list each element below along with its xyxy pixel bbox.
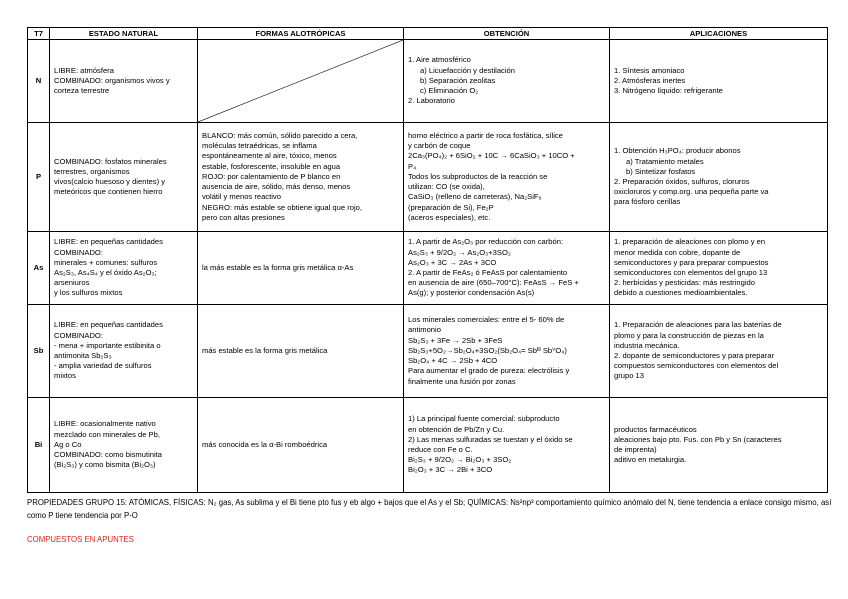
estado-natural-cell [50, 398, 198, 493]
aplicaciones-line: plomo y para la construcción de piezas en la [614, 330, 764, 340]
estado-line: LIBRE: en pequeñas cantidades [54, 237, 163, 247]
obtencion-line: (aceros especiales), etc. [408, 212, 491, 222]
obtencion-line: As₂O₃ + 3C → 2As + 3CO [408, 257, 497, 267]
obtencion-line: 2. A partir de FeAs₂ ó FeAsS por calentamiento [408, 268, 568, 277]
formas-alotropicas-cell [198, 232, 404, 305]
estado-natural-cell [50, 232, 198, 305]
obtencion-line: reduce con Fe o C. [408, 445, 473, 454]
estado-line: COMBINADO: organismos vivos y [54, 75, 170, 85]
obtencion-line: Los minerales comerciales: entre el 5- 60% de [408, 315, 565, 325]
obtencion-line: As(g); y posterior condensación As(s) [408, 288, 535, 298]
table-row-bi [28, 398, 828, 493]
aplicaciones-line: grupo 13 [614, 371, 644, 381]
aplicaciones-line: productos farmacéuticos [614, 424, 697, 434]
obtencion-line: 2Ca₃(PO₄)₂ + 6SiO₂ + 10C → 6CaSiO₃ + 10CO + [408, 151, 575, 161]
estado-line: antimonita Sb₂S₃ [54, 351, 112, 360]
aplicaciones-cell [610, 398, 828, 493]
estado-line: LIBRE: atmósfera [54, 65, 114, 75]
obtencion-cell [404, 232, 610, 305]
obtencion-line: 1. Aire atmosférico [408, 55, 471, 65]
formas-line: ausencia de aire, sólido, más denso, menos [202, 182, 351, 192]
estado-line: COMBINADO: [54, 247, 103, 257]
aplicaciones-line: 1. preparación de aleaciones con plomo y en [614, 237, 766, 247]
obtencion-cell [404, 123, 610, 232]
obtencion-line: Sb₂S₃ + 3Fe → 2Sb + 3FeS [408, 335, 503, 345]
aplicaciones-line: 1. Síntesis amoniaco [614, 65, 685, 75]
header-aplicaciones: APLICACIONES [610, 28, 828, 40]
obtencion-cell [404, 40, 610, 123]
estado-line: LIBRE: ocasionalmente nativo [54, 419, 156, 429]
header-estado-natural: ESTADO NATURAL [50, 28, 198, 40]
obtencion-line: CaSiO₃ (relleno de carreteras), Na₂SiF₆ [408, 192, 542, 202]
estado-line: corteza terrestre [54, 86, 110, 96]
obtencion-line: b) Separación zeolitas [420, 75, 496, 85]
aplicaciones-line: 2. Atmósferas inertes [614, 75, 686, 85]
estado-line: COMBINADO: como bismutinita [54, 450, 163, 460]
obtencion-line: Bi₂S₃ + 9/2O₂ → Bi₂O₃ + 3SO₂ [408, 455, 512, 465]
table-header-row [28, 28, 828, 40]
aplicaciones-line: 3. Nitrógeno líquido: refrigerante [614, 86, 723, 96]
group-properties-note: PROPIEDADES GRUPO 15: ATÓMICAS, FÍSICAS: N₂ gas, As sublima y el Bi tiene pto fus y eb algo + bajos que el As y el Sb; QUÍMICAS: Ns²np³ comportamiento químico anómalo del N, tiene tendencia a enlace consigo mismo, así como P tiene tendencia por P-O [27, 498, 832, 520]
element-symbol: Sb [28, 305, 50, 398]
aplicaciones-line: 1. Obtención H₃PO₄: producir abonos [614, 146, 741, 156]
estado-line: mixtos [54, 371, 76, 381]
formas-line: moléculas tetraédricas, se inflama [202, 141, 317, 151]
table-row-sb [28, 305, 828, 398]
estado-line: y los sulfuros mixtos [54, 288, 123, 298]
element-symbol: As [28, 232, 50, 305]
obtencion-line: 1) La principal fuente comercial: subproducto [408, 414, 560, 424]
compuestos-link[interactable]: COMPUESTOS EN APUNTES [27, 535, 134, 544]
formas-line: BLANCO: más común, sólido parecido a cera, [202, 131, 358, 141]
aplicaciones-line: aleaciones bajo pto. Fus. con Pb y Sn (caracteres [614, 434, 782, 444]
obtencion-line: y carbón de coque [408, 141, 471, 151]
obtencion-line: 1. A partir de As₂O₃ por reducción con carbón: [408, 237, 564, 247]
formas-alotropicas-cell [198, 398, 404, 493]
formas-line: NEGRO: más estable se obtiene igual que rojo, [202, 202, 362, 212]
estado-line: - mena + importante estibinita o [54, 340, 161, 350]
obtencion-line: As₂S₃ + 9/2O₂ → As₂O₃+3SO₂ [408, 247, 511, 257]
obtencion-line: Para aumentar el grado de pureza: electrólisis y [408, 366, 570, 376]
diagonal-strike-line [198, 40, 403, 122]
aplicaciones-line: de imprenta) [614, 445, 657, 454]
element-symbol: Bi [28, 398, 50, 493]
estado-line: arseniuros [54, 278, 90, 288]
estado-line: meteóricos que contienen hierro [54, 187, 163, 197]
aplicaciones-cell [610, 40, 828, 123]
formas-line: pero con altas presiones [202, 212, 285, 222]
obtencion-line: antimonio [408, 325, 441, 335]
formas-empty-cell [198, 40, 404, 123]
estado-line: COMBINADO: fosfatos minerales [54, 156, 167, 166]
table-row-as [28, 232, 828, 305]
obtencion-line: Sb₂S₃+5O₂→Sb₂O₄+3SO₂(Sb₂O₄= Sbᴵᴵᴵ SbⱽO₄) [408, 345, 567, 355]
aplicaciones-line: semiconductores y para preparar compuestos [614, 257, 769, 267]
aplicaciones-line: menor medida con cobre, dopante de [614, 247, 741, 257]
obtencion-line: 2. Laboratorio [408, 96, 455, 106]
obtencion-line: en ausencia de aire (650–700°C): FeAsS → FeS + [408, 278, 579, 288]
obtencion-line: Sb₂O₄ + 4C → 2Sb + 4CO [408, 356, 498, 366]
aplicaciones-line: a) Tratamiento metales [626, 156, 704, 166]
obtencion-line: P₄ [408, 161, 417, 171]
aplicaciones-line: aditivo en metalurgia. [614, 455, 687, 465]
aplicaciones-line: debido a cuestiones medioambientales. [614, 288, 748, 298]
estado-line: (Bi₂S₃) y como bismita (Bi₂O₃) [54, 460, 156, 470]
aplicaciones-line: industria mecánica. [614, 340, 680, 350]
obtencion-line: en obtención de Pb/Zn y Cu. [408, 424, 505, 434]
formas-line: la más estable es la forma gris metálica α-As [202, 262, 354, 272]
formas-line: ROJO: por calentamiento de P blanco en [202, 171, 341, 181]
obtencion-cell [404, 398, 610, 493]
obtencion-line: c) Eliminación O₂ [420, 86, 479, 96]
group15-table [27, 27, 828, 493]
aplicaciones-line: b) Sintetizar fosfatos [626, 166, 696, 176]
formas-line: volátil y menos reactivo [202, 192, 281, 202]
formas-alotropicas-cell [198, 123, 404, 232]
obtencion-line: horno eléctrico a partir de roca fosfática, sílice [408, 131, 563, 141]
estado-line: Ag o Co [54, 439, 82, 449]
aplicaciones-cell [610, 305, 828, 398]
estado-line: terrestres, organismos [54, 166, 130, 176]
aplicaciones-line: 1. Preparación de aleaciones para las baterías de [614, 320, 782, 330]
formas-line: espontáneamente al aire, tóxico, menos [202, 151, 337, 161]
header-formas-alotropicas: FORMAS ALOTRÓPICAS [198, 28, 404, 40]
formas-line: más estable es la forma gris metálica [202, 345, 328, 355]
obtencion-line: Todos los subproductos de la reacción se [408, 171, 548, 181]
formas-line: estable, fosforescente, insoluble en agua [202, 161, 341, 171]
aplicaciones-cell [610, 123, 828, 232]
header-group: T7 [28, 28, 50, 40]
aplicaciones-line: 2. herbicidas y pesticidas: más restringido [614, 278, 755, 288]
aplicaciones-line: para fósforo cerillas [614, 197, 681, 207]
element-symbol: P [28, 123, 50, 232]
aplicaciones-line: semiconductores con elementos del grupo 13 [614, 268, 768, 277]
obtencion-line: a) Licuefacción y destilación [420, 65, 515, 75]
element-symbol: N [28, 40, 50, 123]
obtencion-line: 2) Las menas sulfuradas se tuestan y el óxido se [408, 434, 573, 444]
header-obtencion: OBTENCIÓN [404, 28, 610, 40]
estado-natural-cell [50, 305, 198, 398]
table-row-n [28, 40, 828, 123]
obtencion-line: utilizan: CO (se oxida), [408, 182, 485, 192]
obtencion-cell [404, 305, 610, 398]
obtencion-line: Bi₂O₃ + 3C → 2Bi + 3CO [408, 465, 493, 475]
aplicaciones-line: oxicloruros y comp.org. una pequeña parte va [614, 187, 769, 197]
aplicaciones-line: 2. Preparación óxidos, sulfuros, cloruros [614, 177, 750, 186]
estado-line: vivos(calcio huesoso y dientes) y [54, 177, 166, 186]
obtencion-line: (preparación de Si), Fe₂P [408, 202, 494, 212]
aplicaciones-cell [610, 232, 828, 305]
estado-natural-cell [50, 40, 198, 123]
obtencion-line: finalmente una fusión por zonas [408, 376, 516, 386]
aplicaciones-line: 2. dopante de semiconductores y para preparar [614, 351, 774, 360]
estado-line: minerales + comunes: sulfuros [54, 257, 158, 267]
formas-line: más conocida es la α-Bi romboédrica [202, 439, 328, 449]
estado-line: COMBINADO: [54, 330, 103, 340]
formas-alotropicas-cell [198, 305, 404, 398]
estado-line: As₂S₃, As₄S₄ y el óxido As₂O₃; [54, 268, 157, 277]
estado-line: - amplia variedad de sulfuros [54, 361, 152, 371]
estado-line: LIBRE: en pequeñas cantidades [54, 320, 163, 330]
aplicaciones-line: compuestos semiconductores con elementos del [614, 361, 779, 371]
estado-natural-cell [50, 123, 198, 232]
estado-line: mezclado con minerales de Pb, [54, 429, 160, 439]
table-row-p [28, 123, 828, 232]
